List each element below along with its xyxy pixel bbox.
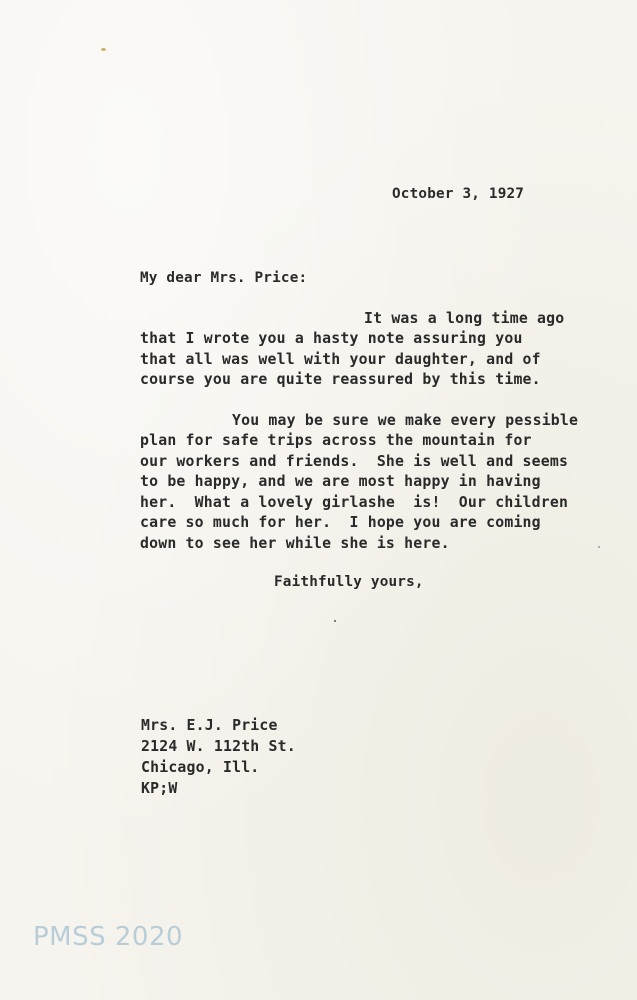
paragraph-2-line: our workers and friends. She is well and seems — [140, 453, 569, 470]
recipient-city: Chicago, Ill. — [141, 759, 260, 776]
letter-date: October 3, 1927 — [392, 186, 525, 202]
paragraph-1-line: that all was well with your daughter, and of — [140, 351, 541, 368]
paragraph-1-line: that I wrote you a hasty note assuring you — [140, 330, 523, 347]
paragraph-2-line: down to see her while she is here. — [140, 535, 450, 552]
watermark: PMSS 2020 — [33, 922, 184, 952]
paragraph-2-line: plan for safe trips across the mountain for — [140, 432, 532, 449]
paper-speck — [101, 48, 106, 51]
paper-speck — [334, 620, 336, 622]
recipient-street: 2124 W. 112th St. — [141, 738, 296, 755]
paragraph-1-line: course you are quite reassured by this time. — [140, 371, 541, 388]
typist-initials: KP;W — [141, 780, 178, 797]
letter-closing: Faithfully yours, — [274, 574, 424, 590]
paragraph-2-line: You may be sure we make every pessible — [232, 412, 579, 429]
paragraph-2-line: to be happy, and we are most happy in having — [140, 473, 541, 490]
paragraph-2-line: care so much for her. I hope you are coming — [140, 514, 541, 531]
paper-speck — [598, 546, 600, 548]
paragraph-2-line: her. What a lovely girlashe is! Our children — [140, 494, 569, 511]
letter-salutation: My dear Mrs. Price: — [140, 270, 308, 286]
recipient-name: Mrs. E.J. Price — [141, 717, 278, 734]
paragraph-1-line: It was a long time ago — [364, 310, 565, 327]
